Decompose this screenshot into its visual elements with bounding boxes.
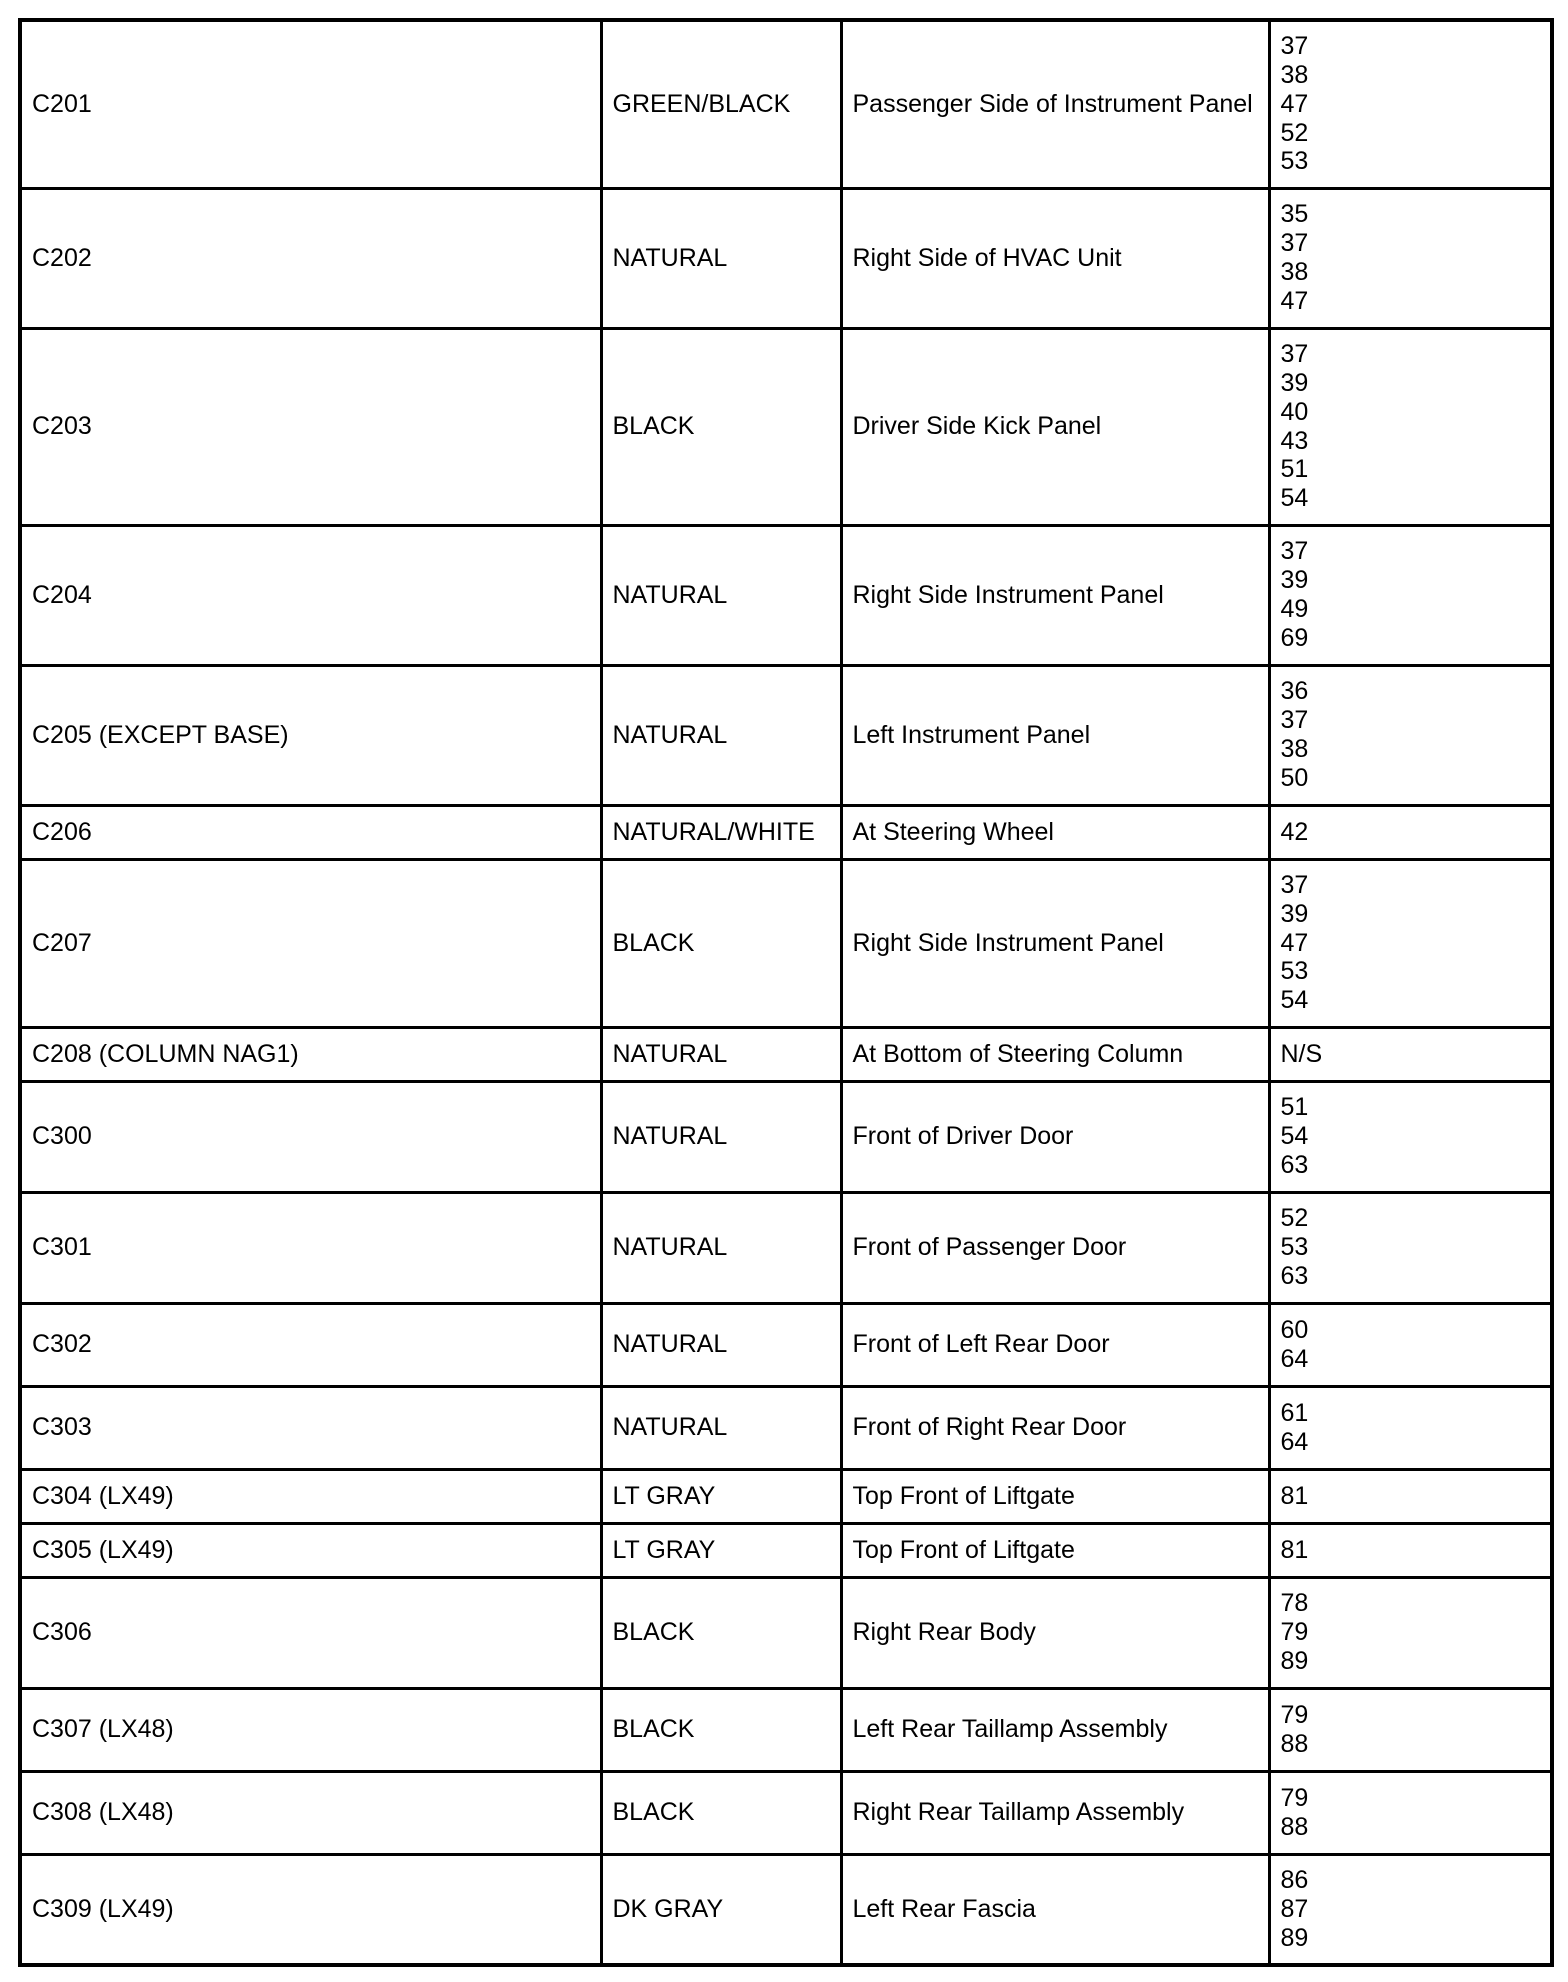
page-number: 89 [1280, 1923, 1309, 1952]
page-number: 38 [1280, 61, 1309, 90]
page-number: 52 [1280, 118, 1309, 147]
page-number: 54 [1280, 484, 1309, 513]
page-number: 69 [1280, 623, 1309, 652]
page-number: 50 [1280, 763, 1309, 792]
page-number: 40 [1280, 397, 1309, 426]
connector-id-cell: C303 [20, 1386, 601, 1469]
table-row [20, 188, 1552, 328]
connector-pages-cell [1269, 1386, 1552, 1469]
page-number: 53 [1280, 1233, 1309, 1262]
connector-color-cell: DK GRAY [601, 1854, 841, 1965]
table-row [20, 805, 1552, 859]
connector-id-cell: C204 [20, 525, 601, 665]
connector-color-cell: NATURAL [601, 188, 841, 328]
table-row [20, 328, 1552, 525]
connector-location-cell: Right Side Instrument Panel [841, 525, 1269, 665]
page-number: 47 [1280, 89, 1309, 118]
connector-location-cell: At Bottom of Steering Column [841, 1027, 1269, 1081]
connector-color-cell: GREEN/BLACK [601, 20, 841, 188]
connector-pages-cell [1269, 1027, 1552, 1081]
connector-location-cell: Left Instrument Panel [841, 665, 1269, 805]
connector-location-cell: Right Rear Body [841, 1577, 1269, 1688]
connector-color-cell: LT GRAY [601, 1523, 841, 1577]
page-number: 52 [1280, 1204, 1309, 1233]
connector-pages-cell [1269, 859, 1552, 1027]
page-number: 47 [1280, 928, 1309, 957]
page-number: 37 [1280, 32, 1309, 61]
page-number: 89 [1280, 1646, 1309, 1675]
connector-location-cell: Right Rear Taillamp Assembly [841, 1771, 1269, 1854]
page-number: 53 [1280, 147, 1309, 176]
connector-pages-cell [1269, 1523, 1552, 1577]
page-number: 64 [1280, 1427, 1309, 1456]
table-row [20, 1303, 1552, 1386]
page-number: 63 [1280, 1150, 1309, 1179]
connector-location-cell: Driver Side Kick Panel [841, 328, 1269, 525]
page-number: 37 [1280, 340, 1309, 369]
connector-table [18, 18, 1554, 1967]
table-row [20, 665, 1552, 805]
table-row [20, 1192, 1552, 1303]
page-number: 51 [1280, 1093, 1309, 1122]
connector-location-cell: Passenger Side of Instrument Panel [841, 20, 1269, 188]
page-number: 79 [1280, 1783, 1309, 1812]
table-row [20, 1771, 1552, 1854]
connector-pages-cell [1269, 328, 1552, 525]
page-number: 39 [1280, 566, 1309, 595]
connector-color-cell: LT GRAY [601, 1469, 841, 1523]
page-number: 61 [1280, 1398, 1309, 1427]
table-row [20, 1577, 1552, 1688]
table-row [20, 1469, 1552, 1523]
connector-pages-cell [1269, 805, 1552, 859]
connector-pages-cell [1269, 1303, 1552, 1386]
connector-id-cell: C300 [20, 1081, 601, 1192]
connector-id-cell: C208 (COLUMN NAG1) [20, 1027, 601, 1081]
connector-id-cell: C309 (LX49) [20, 1854, 601, 1965]
connector-color-cell: NATURAL [601, 1027, 841, 1081]
connector-location-cell: Front of Left Rear Door [841, 1303, 1269, 1386]
table-row [20, 1688, 1552, 1771]
page-number: 60 [1280, 1315, 1309, 1344]
connector-location-cell: Right Side Instrument Panel [841, 859, 1269, 1027]
connector-color-cell: NATURAL [601, 525, 841, 665]
connector-id-cell: C205 (EXCEPT BASE) [20, 665, 601, 805]
table-row [20, 859, 1552, 1027]
connector-pages-cell [1269, 1577, 1552, 1688]
page-number: 53 [1280, 957, 1309, 986]
connector-pages-cell [1269, 1081, 1552, 1192]
page-number: 39 [1280, 899, 1309, 928]
connector-pages-cell [1269, 1469, 1552, 1523]
page-number: 37 [1280, 706, 1309, 735]
connector-color-cell: NATURAL [601, 1386, 841, 1469]
connector-color-cell: BLACK [601, 1577, 841, 1688]
table-row [20, 1523, 1552, 1577]
page-number: 37 [1280, 229, 1309, 258]
connector-pages-cell [1269, 1192, 1552, 1303]
connector-id-cell: C304 (LX49) [20, 1469, 601, 1523]
connector-id-cell: C305 (LX49) [20, 1523, 601, 1577]
connector-location-cell: Left Rear Fascia [841, 1854, 1269, 1965]
connector-id-cell: C206 [20, 805, 601, 859]
connector-location-cell: Left Rear Taillamp Assembly [841, 1688, 1269, 1771]
page-number: 88 [1280, 1812, 1309, 1841]
page-number: N/S [1280, 1039, 1323, 1068]
page-number: 78 [1280, 1589, 1309, 1618]
connector-table-body [20, 20, 1552, 1965]
page-number: 86 [1280, 1866, 1309, 1895]
page-number: 39 [1280, 368, 1309, 397]
table-row [20, 525, 1552, 665]
page-number: 81 [1280, 1481, 1309, 1510]
page-number: 63 [1280, 1261, 1309, 1290]
connector-id-cell: C301 [20, 1192, 601, 1303]
page-number: 54 [1280, 1122, 1309, 1151]
connector-pages-cell [1269, 20, 1552, 188]
connector-pages-cell [1269, 665, 1552, 805]
page-number: 64 [1280, 1344, 1309, 1373]
connector-id-cell: C302 [20, 1303, 601, 1386]
connector-id-cell: C201 [20, 20, 601, 188]
page-number: 54 [1280, 986, 1309, 1015]
page-number: 49 [1280, 595, 1309, 623]
page-number: 37 [1280, 537, 1309, 566]
connector-id-cell: C307 (LX48) [20, 1688, 601, 1771]
connector-color-cell: BLACK [601, 1688, 841, 1771]
connector-color-cell: BLACK [601, 859, 841, 1027]
connector-id-cell: C306 [20, 1577, 601, 1688]
table-row [20, 1081, 1552, 1192]
connector-color-cell: NATURAL [601, 1303, 841, 1386]
connector-color-cell: NATURAL [601, 1192, 841, 1303]
connector-location-cell: Front of Right Rear Door [841, 1386, 1269, 1469]
page-number: 42 [1280, 817, 1309, 846]
page-number: 79 [1280, 1618, 1309, 1647]
connector-location-cell: Front of Driver Door [841, 1081, 1269, 1192]
page-number: 47 [1280, 286, 1309, 315]
connector-location-cell: Right Side of HVAC Unit [841, 188, 1269, 328]
connector-id-cell: C203 [20, 328, 601, 525]
connector-location-cell: Top Front of Liftgate [841, 1469, 1269, 1523]
connector-location-cell: At Steering Wheel [841, 805, 1269, 859]
connector-color-cell: NATURAL [601, 1081, 841, 1192]
page-number: 81 [1280, 1535, 1309, 1564]
connector-id-cell: C202 [20, 188, 601, 328]
page-number: 35 [1280, 200, 1309, 229]
page-number: 38 [1280, 258, 1309, 286]
page-number: 43 [1280, 426, 1309, 455]
connector-pages-cell [1269, 1771, 1552, 1854]
page-number: 36 [1280, 677, 1309, 706]
connector-id-cell: C308 (LX48) [20, 1771, 601, 1854]
page-number: 87 [1280, 1894, 1309, 1923]
connector-pages-cell [1269, 525, 1552, 665]
connector-color-cell: NATURAL/WHITE [601, 805, 841, 859]
connector-id-cell: C207 [20, 859, 601, 1027]
table-row [20, 1854, 1552, 1965]
page-number: 37 [1280, 871, 1309, 899]
connector-location-cell: Top Front of Liftgate [841, 1523, 1269, 1577]
page-number: 79 [1280, 1700, 1309, 1729]
connector-pages-cell [1269, 1854, 1552, 1965]
table-row [20, 20, 1552, 188]
connector-color-cell: NATURAL [601, 665, 841, 805]
connector-color-cell: BLACK [601, 328, 841, 525]
connector-pages-cell [1269, 188, 1552, 328]
connector-pages-cell [1269, 1688, 1552, 1771]
page-number: 51 [1280, 455, 1309, 484]
table-row [20, 1027, 1552, 1081]
connector-location-cell: Front of Passenger Door [841, 1192, 1269, 1303]
page-number: 88 [1280, 1729, 1309, 1758]
table-row [20, 1386, 1552, 1469]
connector-color-cell: BLACK [601, 1771, 841, 1854]
page-number: 38 [1280, 735, 1309, 763]
